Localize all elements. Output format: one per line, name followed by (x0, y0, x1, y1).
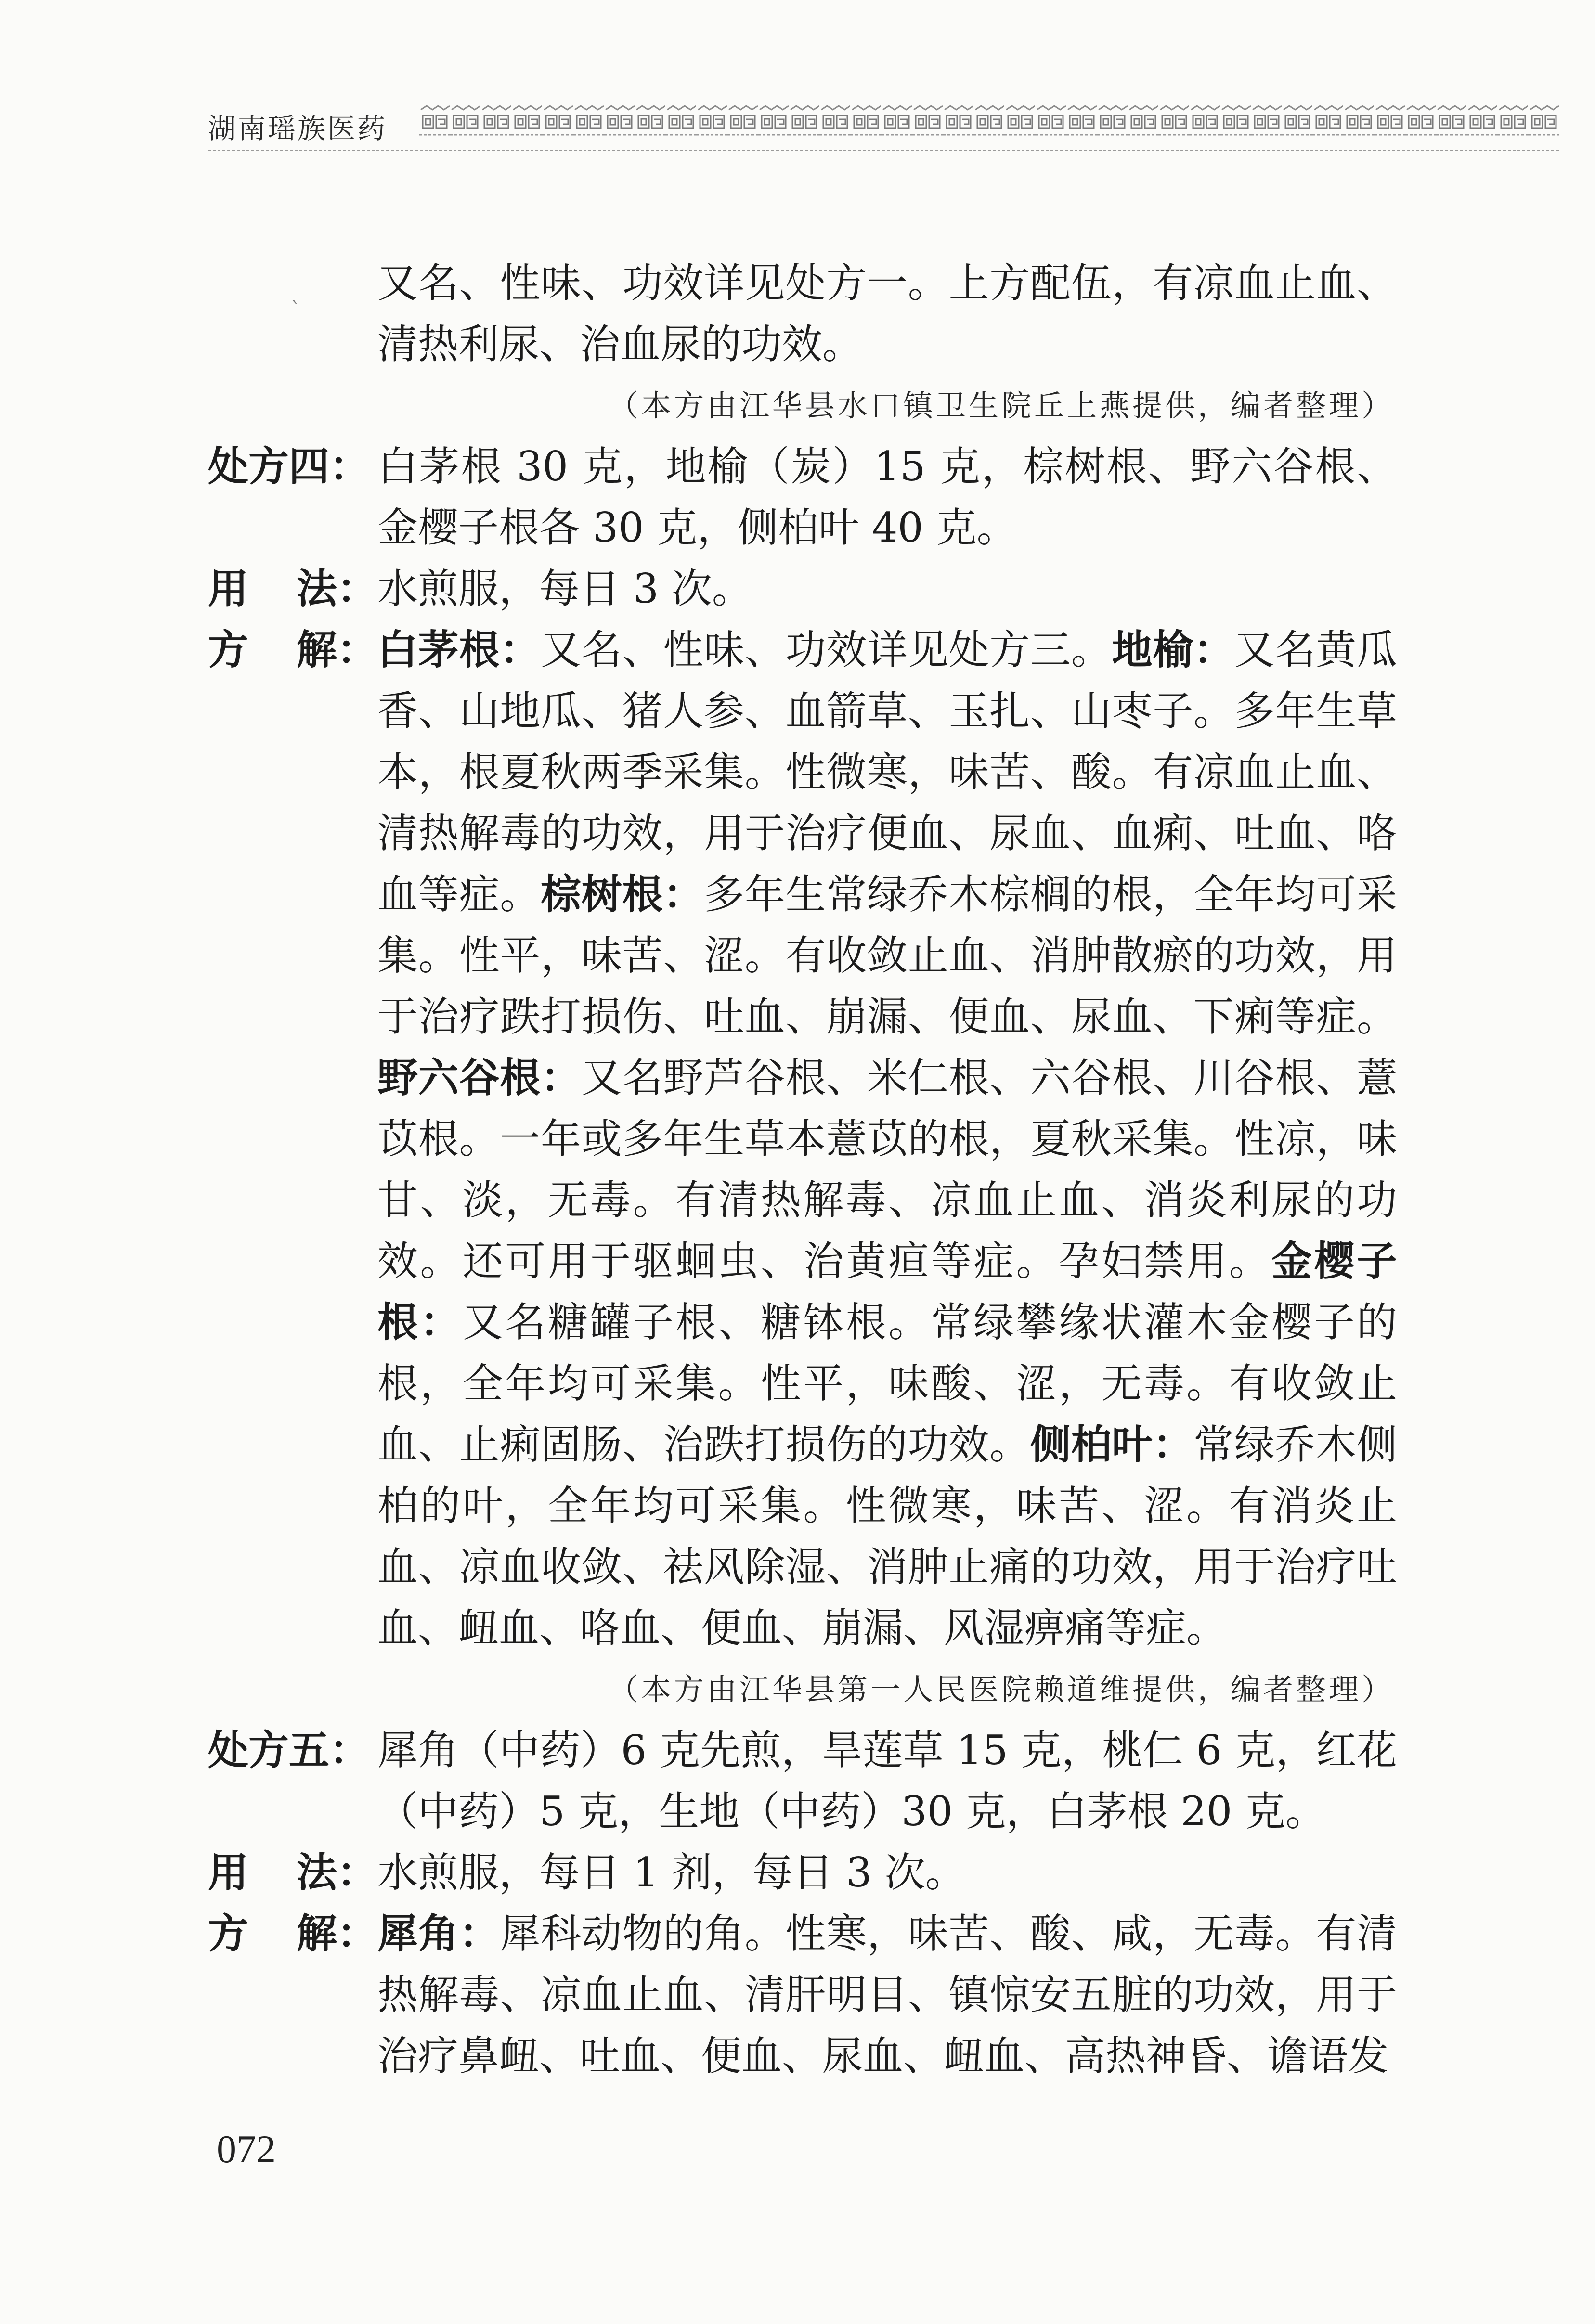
herb-desc: 常绿乔木侧柏的叶，全年均可采集。性微寒，味苦、涩。有消炎止血、凉血收敛、祛风除湿、消肿止痛的功效，用于治疗吐血、衄血、咯血、便血、崩漏、风湿痹痛等症。 (377, 1421, 1397, 1652)
herb-desc: 多年生常绿乔木棕榈的根，全年均可采集。性平，味苦、涩。有收敛止血、消肿散瘀的功效，用于治疗跌打损伤、吐血、崩漏、便血、尿血、下痢等症。 (377, 871, 1397, 1040)
source-note-2: （本方由江华县第一人民医院赖道维提供，编者整理） (608, 1672, 1394, 1707)
herb-name: 金樱子根： (377, 1238, 1397, 1346)
herb-desc: 又名黄瓜香、山地瓜、猪人参、血箭草、玉扎、山枣子。多年生草本，根夏秋两季采集。性微寒，味苦、酸。有凉血止血、清热解毒的功效，用于治疗便血、尿血、血痢、吐血、咯血等症。 (377, 626, 1397, 918)
explanation-4 (208, 620, 1397, 1659)
usage-4-label: 用 法： (208, 565, 377, 612)
usage-5-label: 用 法： (208, 1849, 377, 1896)
usage-4 (208, 558, 1397, 620)
book-title: 湖南瑶族医药 (208, 112, 388, 145)
herb-desc: 又名野芦谷根、米仁根、六谷根、川谷根、薏苡根。一年或多年生草本薏苡的根，夏秋采集。性凉，味甘、淡，无毒。有清热解毒、凉血止血、消炎利尿的功效。还可用于驱蛔虫、治黄疸等症。孕妇禁用。 (377, 1054, 1397, 1285)
header-ornament-band (419, 105, 1559, 139)
prescription-4 (208, 436, 1397, 558)
prescription-5 (208, 1720, 1397, 1842)
explanation-5 (208, 1903, 1397, 2087)
source-note-1: （本方由江华县水口镇卫生院丘上燕提供，编者整理） (608, 388, 1394, 423)
page-number: 072 (217, 2127, 276, 2171)
prescription-4-label: 处方四： (208, 443, 370, 490)
herb-name: 棕树根： (541, 871, 704, 918)
header-rule (208, 150, 1559, 151)
usage-5 (208, 1842, 1397, 1903)
herb-name: 侧柏叶： (1030, 1421, 1193, 1468)
usage-4-text: 水煎服，每日 3 次。 (377, 565, 752, 612)
stray-mark: ˋ (291, 298, 300, 321)
herb-desc: 又名、性味、功效详见处方三。 (541, 626, 1112, 673)
herb-name: 犀角： (377, 1910, 500, 1957)
intro-paragraph: 又名、性味、功效详见处方一。上方配伍，有凉血止血、清热利尿、治血尿的功效。 (377, 259, 1397, 368)
running-header (208, 94, 1559, 147)
prescription-5-label: 处方五： (208, 1727, 370, 1774)
explanation-5-text (377, 1903, 1397, 2087)
prescription-5-text: 犀角（中药）6 克先煎，旱莲草 15 克，桃仁 6 克，红花（中药）5 克，生地（中药）30 克，白茅根 20 克。 (377, 1727, 1397, 1835)
prescription-4-text: 白茅根 30 克，地榆（炭）15 克，棕树根、野六谷根、金樱子根各 30 克，侧柏叶 40 克。 (377, 443, 1397, 551)
herb-desc: 犀科动物的角。性寒，味苦、酸、咸，无毒。有清热解毒、凉血止血、清肝明目、镇惊安五脏的功效，用于治疗鼻衄、吐血、便血、尿血、衄血、高热神昏、谵语发 (377, 1910, 1397, 2079)
herb-name: 野六谷根： (377, 1054, 582, 1101)
herb-name: 地榆： (1112, 626, 1234, 673)
herb-desc: 又名糖罐子根、糖钵根。常绿攀缘状灌木金樱子的根，全年均可采集。性平，味酸、涩，无毒。有收敛止血、止痢固肠、治跌打损伤的功效。 (377, 1299, 1397, 1468)
explanation-4-label: 方 解： (208, 626, 377, 673)
explanation-4-text (377, 620, 1397, 1659)
usage-5-text: 水煎服，每日 1 剂，每日 3 次。 (377, 1849, 966, 1896)
page-content (208, 253, 1397, 2087)
explanation-5-label: 方 解： (208, 1910, 377, 1957)
herb-name: 白茅根： (377, 626, 541, 673)
